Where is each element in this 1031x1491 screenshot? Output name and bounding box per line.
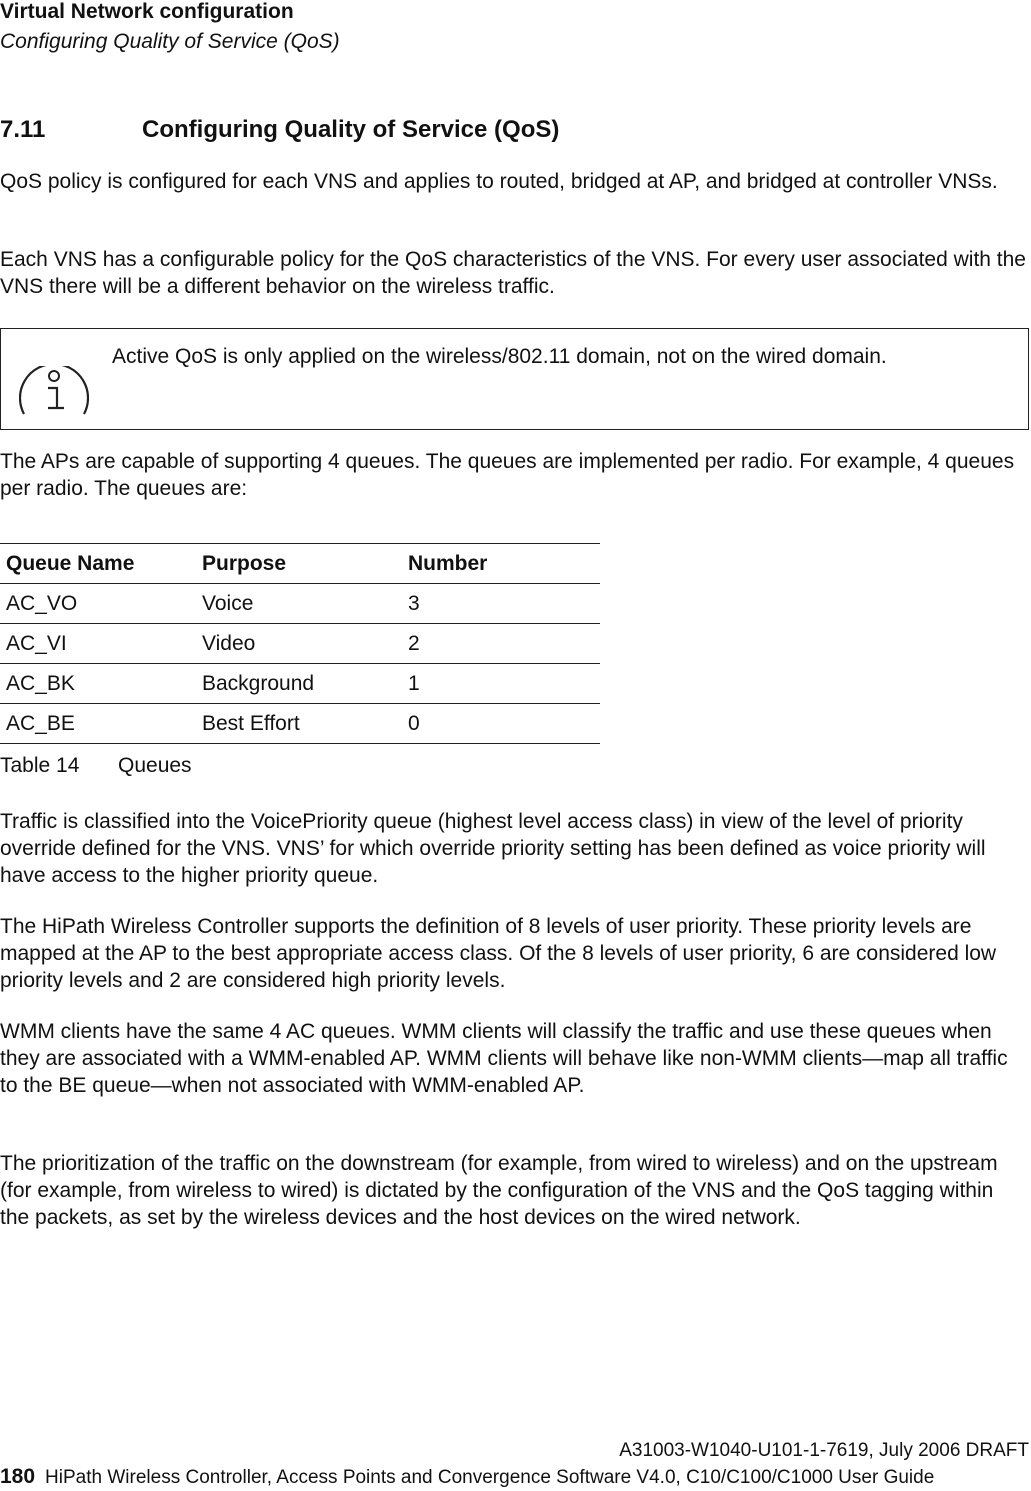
table-header-row <box>0 544 600 584</box>
footer-doc-id: A31003-W1040-U101-1-7619, July 2006 DRAFT <box>619 1440 1029 1461</box>
cell-number: 3 <box>402 584 600 624</box>
table-row <box>0 664 600 704</box>
cell-purpose: Background <box>196 664 402 704</box>
paragraph-qos-policy: QoS policy is configured for each VNS and applies to routed, bridged at AP, and bridged at controller VNSs. <box>0 170 998 193</box>
paragraph-user-priority: The HiPath Wireless Controller supports the definition of 8 levels of user priority. These priority levels are mapped at the AP to the best appropriate access class. Of the 8 levels of user priority, 6 are considered low priority levels and 2 are considered high priority levels. <box>0 915 997 992</box>
note-text: Active QoS is only applied on the wireless/802.11 domain, not on the wired domain. <box>112 345 887 368</box>
table-caption-title: Queues <box>118 754 192 777</box>
section-number: 7.11 <box>0 116 46 143</box>
running-header-title: Virtual Network configuration <box>0 0 294 23</box>
info-icon <box>19 366 89 418</box>
column-header-number: Number <box>402 544 600 584</box>
cell-queue-name: AC_VO <box>0 584 196 624</box>
paragraph-traffic-classification: Traffic is classified into the VoicePriority queue (highest level access class) in view of the level of priority override defined for the VNS. VNS’ for which override priority setting has been defined as voice priority will have access to the higher priority queue. <box>0 810 986 887</box>
section-title: Configuring Quality of Service (QoS) <box>142 116 560 143</box>
cell-queue-name: AC_VI <box>0 624 196 664</box>
cell-number: 0 <box>402 704 600 744</box>
running-header-subtitle: Configuring Quality of Service (QoS) <box>0 30 340 53</box>
paragraph-wmm-clients: WMM clients have the same 4 AC queues. WMM clients will classify the traffic and use these queues when they are associated with a WMM-enabled AP. WMM clients will behave like non-WMM clients—map all traffic to the BE queue—when not associated with WMM-enabled AP. <box>0 1020 1008 1097</box>
paragraph-vns-policy: Each VNS has a configurable policy for the QoS characteristics of the VNS. For every user associated with the VNS there will be a different behavior on the wireless traffic. <box>0 248 1026 298</box>
cell-purpose: Voice <box>196 584 402 624</box>
queues-table <box>0 543 600 744</box>
cell-number: 1 <box>402 664 600 704</box>
column-header-purpose: Purpose <box>196 544 402 584</box>
cell-queue-name: AC_BK <box>0 664 196 704</box>
table-row <box>0 624 600 664</box>
footer-guide-title: HiPath Wireless Controller, Access Points and Convergence Software V4.0, C10/C100/C1000 User Guide <box>45 1467 935 1488</box>
footer <box>0 1466 934 1489</box>
cell-purpose: Video <box>196 624 402 664</box>
table-caption <box>0 753 192 779</box>
section-heading <box>0 115 559 145</box>
cell-purpose: Best Effort <box>196 704 402 744</box>
table-row <box>0 584 600 624</box>
paragraph-prioritization: The prioritization of the traffic on the downstream (for example, from wired to wireless) and on the upstream (for example, from wireless to wired) is dictated by the configuration of the VNS and the QoS tagging within the packets, as set by the wireless devices and the host devices on the wired network. <box>0 1152 998 1229</box>
paragraph-ap-queues: The APs are capable of supporting 4 queues. The queues are implemented per radio. For example, 4 queues per radio. The queues are: <box>0 450 1015 500</box>
cell-number: 2 <box>402 624 600 664</box>
cell-queue-name: AC_BE <box>0 704 196 744</box>
table-row <box>0 704 600 744</box>
page-number: 180 <box>0 1465 36 1488</box>
column-header-queue-name: Queue Name <box>0 544 196 584</box>
note-box <box>0 328 1029 430</box>
table-caption-label: Table 14 <box>0 754 80 777</box>
